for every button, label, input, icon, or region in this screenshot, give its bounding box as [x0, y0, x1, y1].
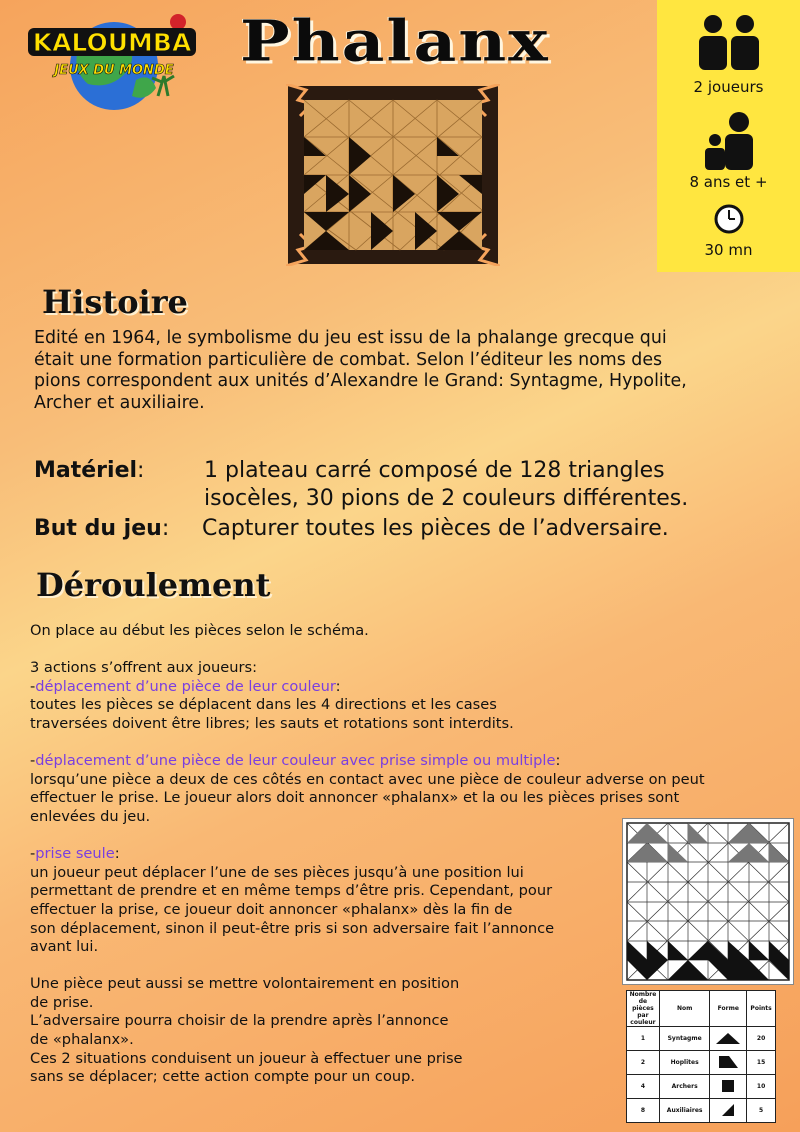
piece-count: 2 [627, 1051, 660, 1075]
piece-name: Syntagme [659, 1027, 710, 1051]
piece-shape [710, 1075, 747, 1099]
histoire-paragraph [34, 328, 764, 414]
players-count: 2 joueurs [693, 78, 764, 96]
piece-name: Archers [659, 1075, 710, 1099]
action-2-title-text: déplacement d’une pièce de leur couleur avec prise simple ou multiple [35, 752, 556, 770]
logo-tagline: JEUX DU MONDE [54, 63, 174, 78]
kaloumba-logo [28, 10, 204, 110]
piece-count: 4 [627, 1075, 660, 1099]
archer-shape-icon [721, 1079, 735, 1093]
piece-points: 10 [747, 1075, 776, 1099]
piece-shape [710, 1051, 747, 1075]
action-3-line: son déplacement, sinon il peut-être pris si son adversaire fait l’annonce [30, 919, 555, 937]
histoire-line: pions correspondent aux unités d’Alexandre le Grand: Syntagme, Hypolite, [34, 371, 687, 391]
histoire-line: était une formation particulière de combat. Selon l’éditeur les noms des [34, 349, 663, 370]
but-text: Capturer toutes les pièces de l’adversaire. [202, 516, 669, 541]
materiel-label: Matériel [34, 458, 138, 483]
piece-name: Hoplites [659, 1051, 710, 1075]
table-header: Nom [659, 991, 710, 1027]
table-header: Points [747, 991, 776, 1027]
action-3-line: permettant de prendre et en même temps d’être pris. Cependant, pour [30, 882, 553, 900]
action-3-line: un joueur peut déplacer l’une de ses pièces jusqu’à une position lui [30, 863, 524, 881]
action-1-line: toutes les pièces se déplacent dans les 4 directions et les cases [30, 696, 497, 714]
info-panel [657, 0, 800, 272]
table-row [627, 1075, 776, 1099]
piece-points: 20 [747, 1027, 776, 1051]
histoire-heading: Histoire [42, 283, 188, 321]
piece-name: Auxiliaires [659, 1099, 710, 1123]
table-header: Forme [710, 991, 747, 1027]
table-row [627, 1027, 776, 1051]
clock-icon [714, 204, 744, 234]
age-range: 8 ans et + [689, 173, 768, 191]
actions-intro: 3 actions s’offrent aux joueurs: [30, 659, 258, 677]
histoire-line: Archer et auxiliaire. [34, 392, 205, 413]
action-3-title: -prise seule: [30, 845, 120, 863]
closing-line: de prise. [30, 993, 94, 1011]
syntagme-shape-icon [715, 1031, 741, 1045]
but-label: But du jeu [34, 516, 162, 541]
intro-line: On place au début les pièces selon le schéma. [30, 622, 369, 639]
but-row: But du jeu: [34, 516, 170, 541]
logo-brand: KALOUMBA [32, 28, 192, 57]
closing-line: sans se déplacer; cette action compte pour un coup. [30, 1068, 416, 1086]
hoplite-shape-icon [717, 1055, 739, 1069]
closing-line: Une pièce peut aussi se mettre volontairement en position [30, 975, 460, 993]
board-schema [622, 818, 794, 985]
action-3-title-text: prise seule [35, 845, 115, 863]
auxiliary-shape-icon [721, 1103, 735, 1117]
action-1-title: -déplacement d’une pièce de leur couleur: [30, 677, 341, 695]
table-row [627, 1099, 776, 1123]
piece-points: 5 [747, 1099, 776, 1123]
piece-count: 1 [627, 1027, 660, 1051]
materiel-line-2: isocèles, 30 pions de 2 couleurs différentes. [204, 486, 689, 511]
page-title: Phalanx [240, 8, 550, 75]
players-icon [697, 14, 761, 72]
action-1-title-text: déplacement d’une pièce de leur couleur [35, 677, 336, 695]
age-icon [703, 112, 755, 170]
action-1-line: traversées doivent être libres; les sauts et rotations sont interdits. [30, 714, 514, 732]
piece-points: 15 [747, 1051, 776, 1075]
action-2-line: effectuer le prise. Le joueur alors doit annoncer «phalanx» et la ou les pièces prises sont [30, 789, 680, 807]
action-2-line: enlevées du jeu. [30, 807, 151, 825]
game-duration: 30 mn [704, 241, 753, 259]
piece-shape [710, 1099, 747, 1123]
action-3-line: effectuer la prise, ce joueur doit annoncer «phalanx» dès la fin de [30, 900, 513, 918]
piece-count: 8 [627, 1099, 660, 1123]
materiel-label-row: Matériel: [34, 458, 145, 483]
table-header: Nombre de pièces par couleur [627, 991, 660, 1027]
deroulement-heading: Déroulement [36, 566, 271, 604]
board-photo [286, 84, 500, 266]
closing-line: de «phalanx». [30, 1031, 134, 1049]
materiel-line-1: 1 plateau carré composé de 128 triangles [204, 458, 665, 483]
histoire-line: Edité en 1964, le symbolisme du jeu est issu de la phalange grecque qui [34, 328, 667, 348]
closing-line: L’adversaire pourra choisir de la prendre après l’annonce [30, 1012, 449, 1030]
action-2-title: -déplacement d’une pièce de leur couleur avec prise simple ou multiple: [30, 752, 561, 770]
closing-line: Ces 2 situations conduisent un joueur à effectuer une prise [30, 1049, 463, 1067]
action-3-line: avant lui. [30, 938, 99, 956]
piece-shape [710, 1027, 747, 1051]
pieces-table [626, 990, 776, 1123]
action-2-line: lorsqu’une pièce a deux de ces côtés en contact avec une pièce de couleur adverse on peut [30, 770, 705, 788]
table-row [627, 1051, 776, 1075]
